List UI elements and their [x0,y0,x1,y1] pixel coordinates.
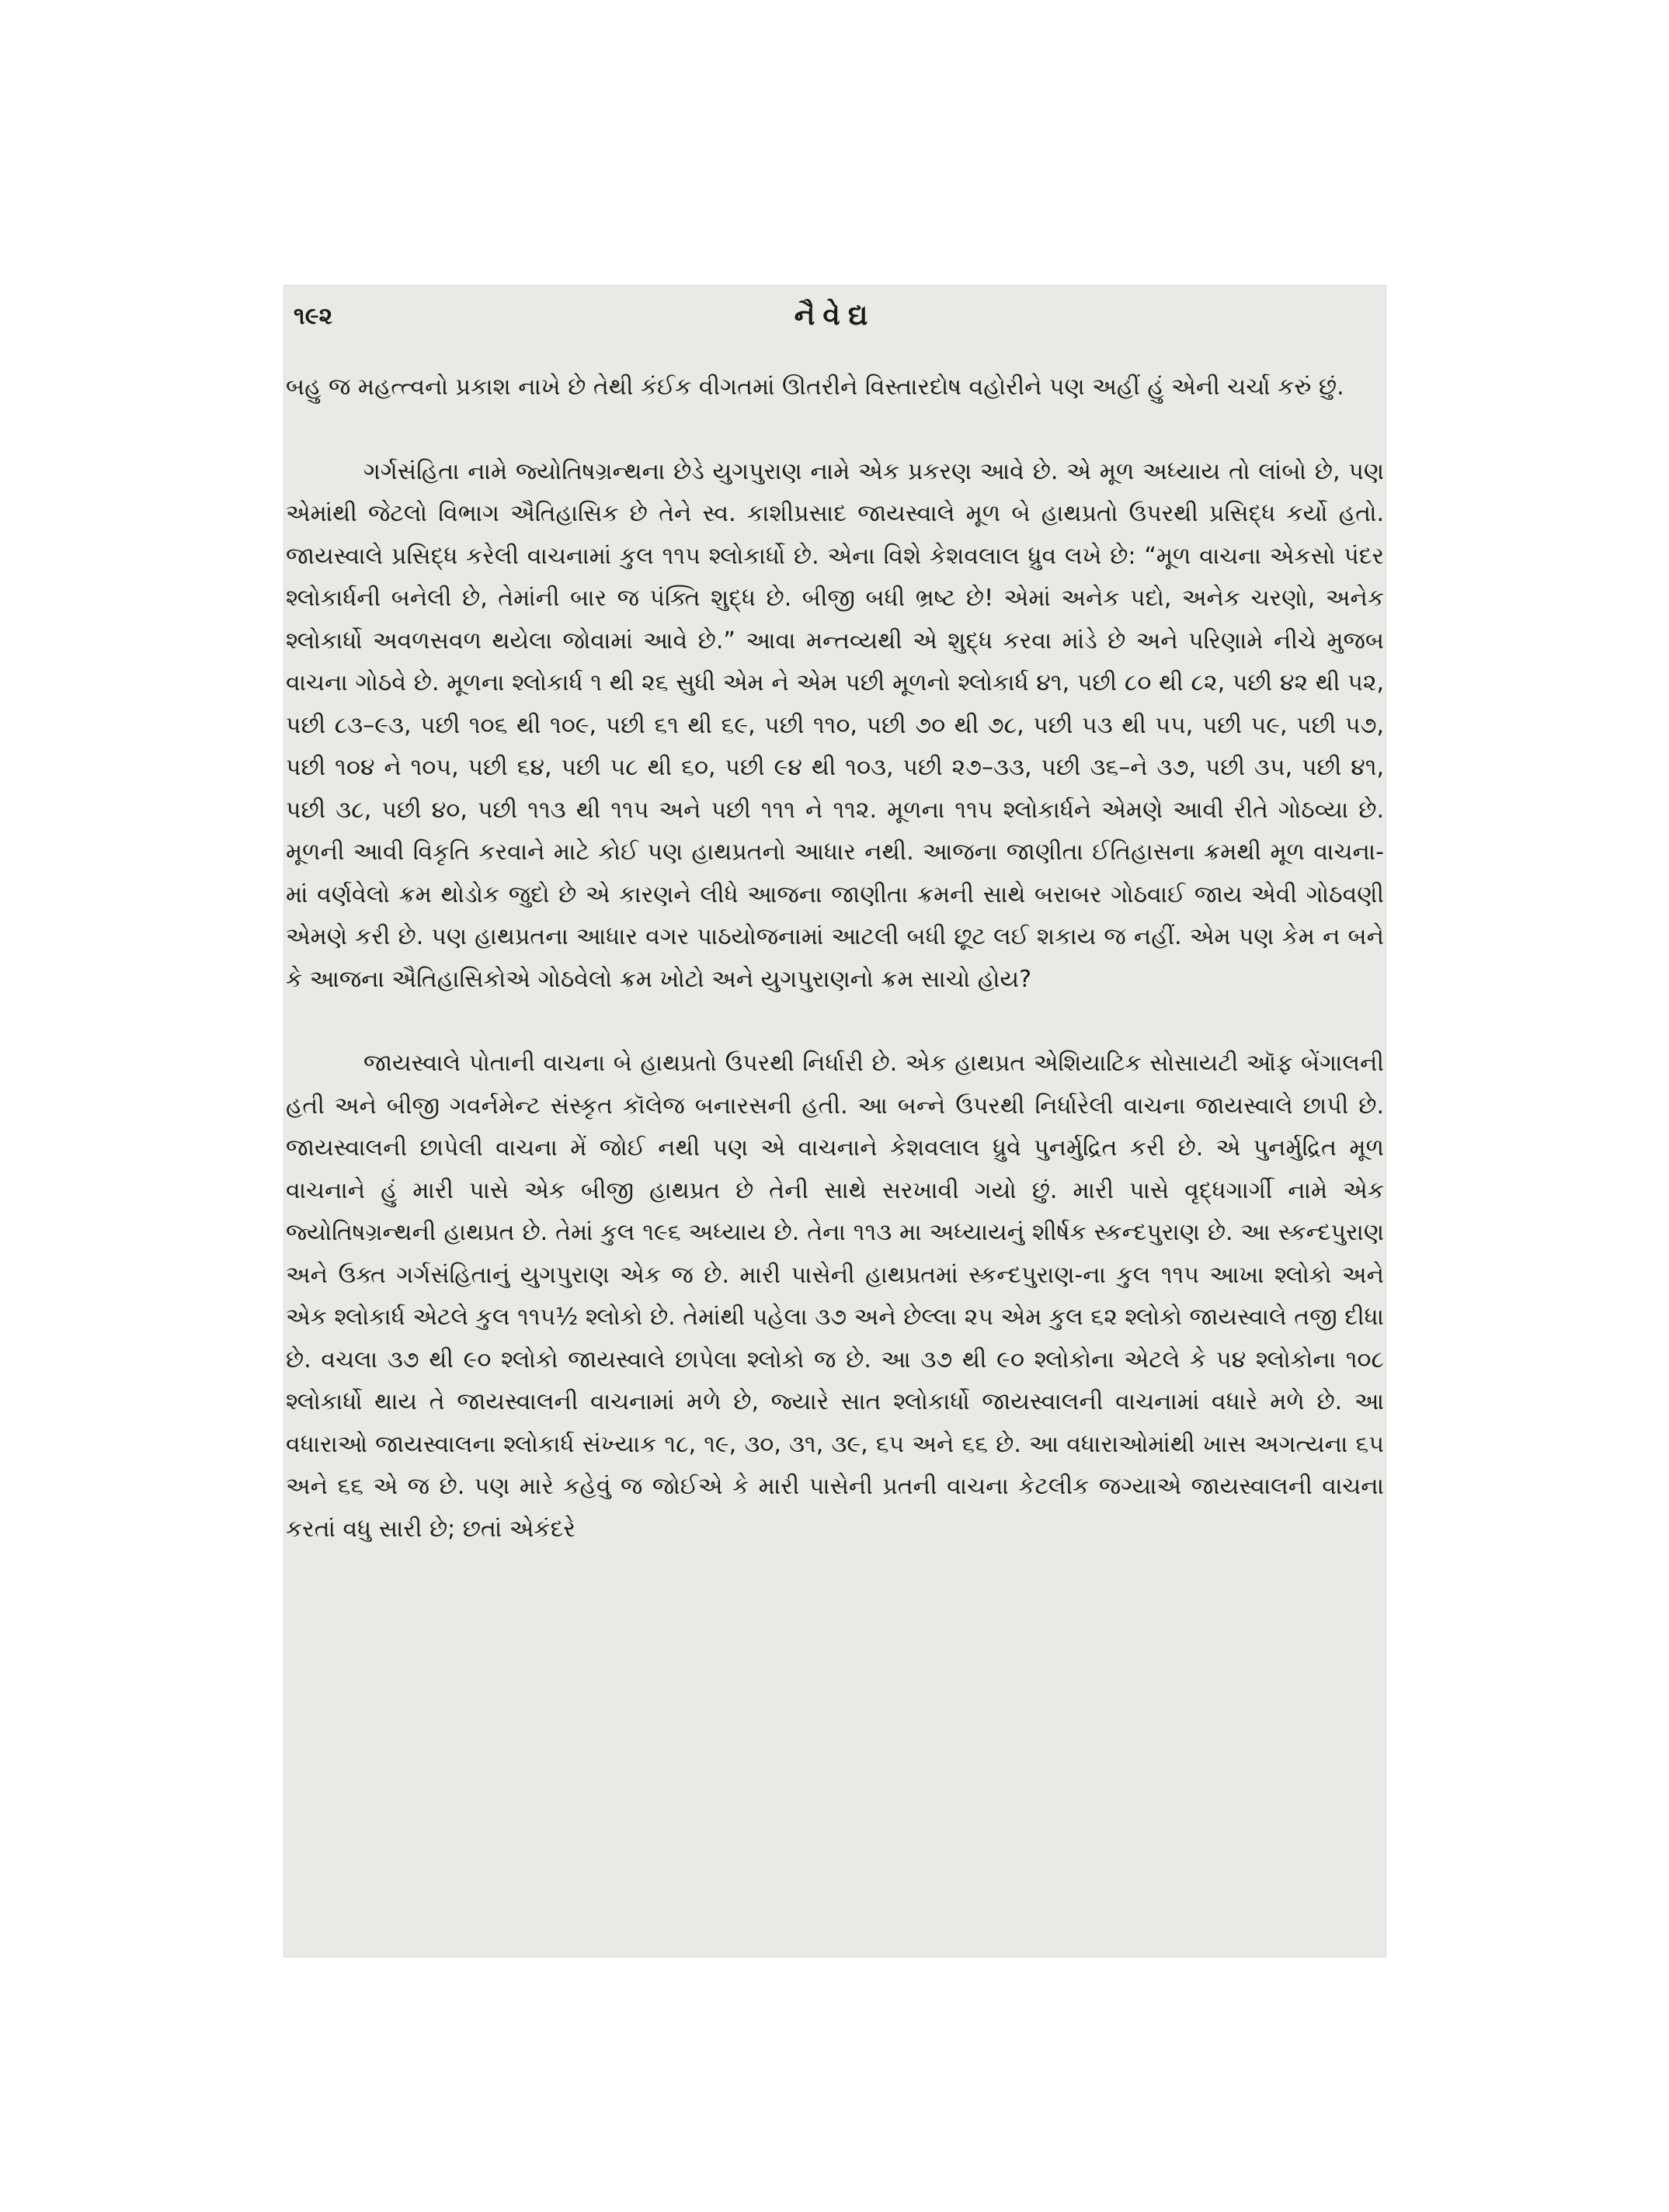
paragraph-jayaswal-manuscripts: જાયસ્વાલે પોતાની વાચના બે હાથપ્રતો ઉપરથી નિર્ધારી છે. એક હાથપ્રત એશિયાટિક સોસાયટી ઑફ બેંગાલની હતી અને બીજી ગવર્નમેન્ટ સંસ્કૃત કૉલેજ બનારસની હતી. આ બન્ને ઉપરથી નિર્ધારેલી વાચના જાયસ્વાલે છાપી છે. જાયસ્વાલની છાપેલી વાચના મેં જોઈ નથી પણ એ વાચનાને કેશવલાલ ધ્રુવે પુનર્મુદ્રિત કરી છે. એ પુનર્મુદ્રિત મૂળ વાચનાને હું મારી પાસે એક બીજી હાથપ્રત છે તેની સાથે સરખાવી ગયો છું. મારી પાસે વૃદ્ધગાર્ગી નામે એક જ્યોતિષગ્રન્થની હાથપ્રત છે. તેમાં કુલ ૧૯૬ અધ્યાય છે. તેના ૧૧૩ મા અધ્યાયનું શીર્ષક સ્કન્દપુરાણ છે. આ સ્કન્દપુરાણ અને ઉક્ત ગર્ગસંહિતાનું યુગપુરાણ એક જ છે. મારી પાસેની હાથપ્રતમાં સ્કન્દપુરાણ-ના કુલ ૧૧૫ આખા શ્લોકો અને એક શ્લોકાર્ધ એટલે કુલ ૧૧૫½ શ્લોકો છે. તેમાંથી પહેલા ૩૭ અને છેલ્લા ૨૫ એમ કુલ ૬૨ શ્લોકો જાયસ્વાલે તજી દીધા છે. વચલા ૩૭ થી ૯૦ શ્લોકો જાયસ્વાલે છાપેલા શ્લોકો જ છે. આ ૩૭ થી ૯૦ શ્લોકોના એટલે કે ૫૪ શ્લોકોના ૧૦૮ શ્લોકાર્ધો થાય તે જાયસ્વાલની વાચનામાં મળે છે, જ્યારે સાત શ્લોકાર્ધો જાયસ્વાલની વાચનામાં વધારે મળે છે. આ વધારાઓ જાયસ્વાલના શ્લોકાર્ધ સંખ્યાક ૧૮, ૧૯, ૩૦, ૩૧, ૩૯, ૬૫ અને ૬૬ છે. આ વધારાઓમાંથી ખાસ અગત્યના ૬૫ અને ૬૬ એ જ છે. પણ મારે કહેવું જ જોઈએ કે મારી પાસેની પ્રતની વાચના કેટલીક જગ્યાએ જાયસ્વાલની વાચના કરતાં વધુ સારી છે; છતાં એકંદરે [286,1050,1384,1543]
paragraph-continuation: બહુ જ મહત્ત્વનો પ્રકાશ નાખે છે તેથી કંઈક વીગતમાં ઊતરીને વિસ્તારદોષ વહોરીને પણ અહીં હું એની ચર્ચા કરું છું. [286,373,1344,401]
scanned-page [284,286,1386,1957]
body-text [284,366,1386,1550]
page-number: ૧૯૨ [294,303,333,330]
paragraph-yugapurana: ગર્ગસંહિતા નામે જ્યોતિષગ્રન્થના છેડે યુગપુરાણ નામે એક પ્રકરણ આવે છે. એ મૂળ અધ્યાય તો લાંબો છે, પણ એમાંથી જેટલો વિભાગ ઐતિહાસિક છે તેને સ્વ. કાશીપ્રસાદ જાયસ્વાલે મૂળ બે હાથપ્રતો ઉપરથી પ્રસિદ્ધ કર્યો હતો. જાયસ્વાલે પ્રસિદ્ધ કરેલી વાચનામાં કુલ ૧૧૫ શ્લોકાર્ધો છે. એના વિશે કેશવલાલ ધ્રુવ લખે છે: “મૂળ વાચના એકસો પંદર શ્લોકાર્ધની બનેલી છે, તેમાંની બાર જ પંક્તિ શુદ્ધ છે. બીજી બધી ભ્રષ્ટ છે! એમાં અનેક પદો, અનેક ચરણો, અનેક શ્લોકાર્ધો અવળસવળ થયેલા જોવામાં આવે છે.” આવા મન્તવ્યથી એ શુદ્ધ કરવા માંડે છે અને પરિણામે નીચે મુજબ વાચના ગોઠવે છે. મૂળના શ્લોકાર્ધ ૧ થી ૨૬ સુધી એમ ને એમ પછી મૂળનો શ્લોકાર્ધ ૪૧, પછી ૮૦ થી ૮૨, પછી ૪૨ થી ૫૨, પછી ૮૩–૯૩, પછી ૧૦૬ થી ૧૦૯, પછી ૬૧ થી ૬૯, પછી ૧૧૦, પછી ૭૦ થી ૭૮, પછી ૫૩ થી ૫૫, પછી ૫૯, પછી ૫૭, પછી ૧૦૪ ને ૧૦૫, પછી ૬૪, પછી ૫૮ થી ૬૦, પછી ૯૪ થી ૧૦૩, પછી ૨૭–૩૩, પછી ૩૬–ને ૩૭, પછી ૩૫, પછી ૪૧, પછી ૩૮, પછી ૪૦, પછી ૧૧૩ થી ૧૧૫ અને પછી ૧૧૧ ને ૧૧૨. મૂળના ૧૧૫ શ્લોકાર્ધને એમણે આવી રીતે ગોઠવ્યા છે. મૂળની આવી વિકૃતિ કરવાને માટે કોઈ પણ હાથપ્રતનો આધાર નથી. આજના જાણીતા ઈતિહાસના ક્રમથી મૂળ વાચના-માં વર્ણવેલો ક્રમ થોડોક જુદો છે એ કારણને લીધે આજના જાણીતા ક્રમની સાથે બરાબર ગોઠવાઈ જાય એવી ગોઠવણી એમણે કરી છે. પણ હાથપ્રતના આધાર વગર પાઠયોજનામાં આટલી બધી છૂટ લઈ શકાય જ નહીં. એમ પણ કેમ ન બને કે આજના ઐતિહાસિકોએ ગોઠવેલો ક્રમ ખોટો અને યુગપુરાણનો ક્રમ સાચો હોય? [286,457,1384,993]
running-title: નૈવેદ્ય [794,300,876,332]
page-header [284,286,1386,348]
